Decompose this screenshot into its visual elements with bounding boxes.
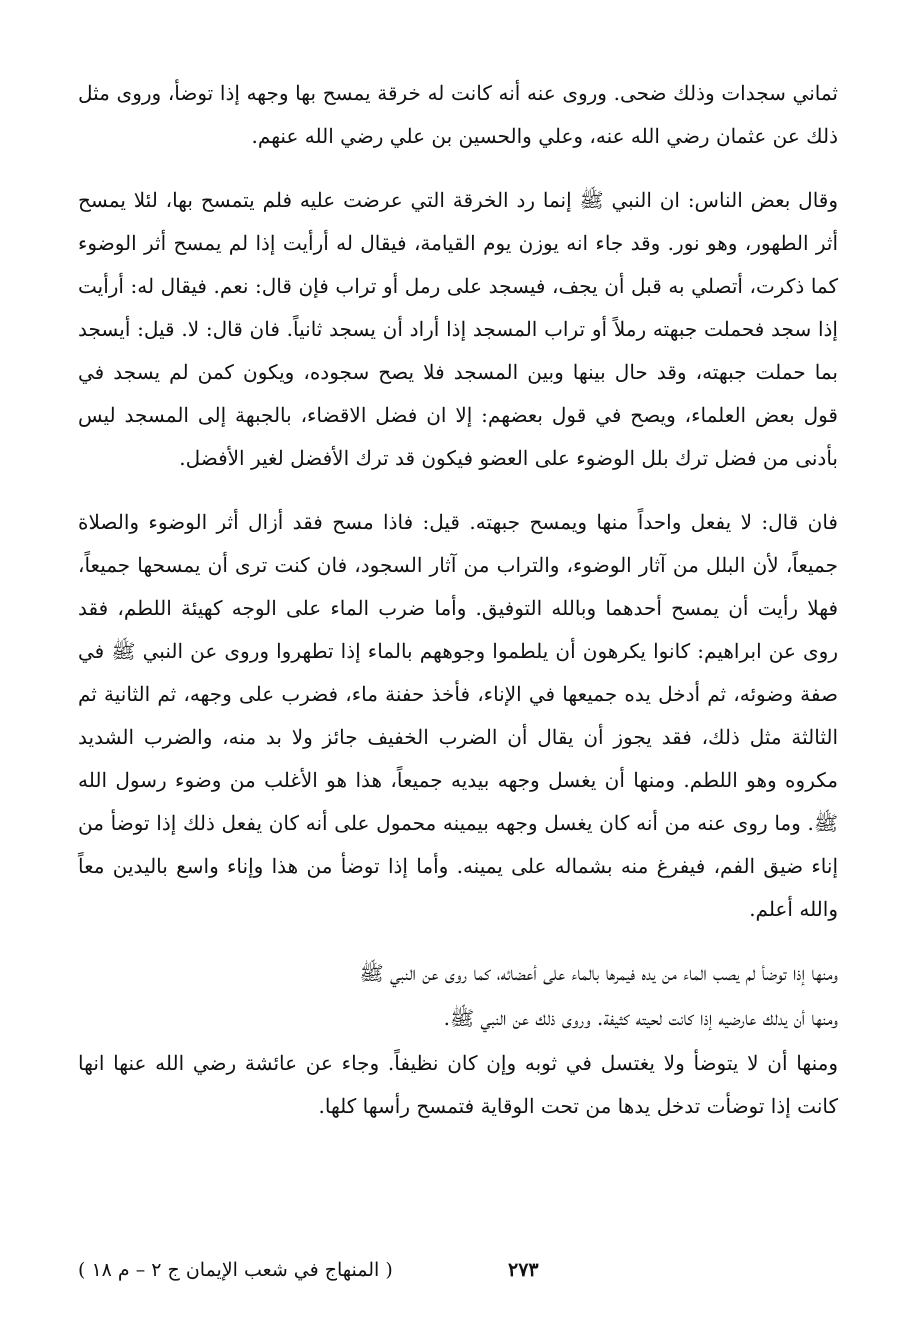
paragraph-2: وقال بعض الناس: ان النبي ﷺ إنما رد الخرقة التي عرضت عليه فلم يتمسح بها، لئلا يمسح أثر الطهور، وهو نور. وقد جاء انه يوزن يوم القيامة، فيقال له أرأيت إذا لم يمسح أثر الوضوء كما ذكرت، أتصلي به قبل أن يجف، فيسجد على رمل أو تراب فإن قال: نعم. فيقال له: أرأيت إذا سجد فحملت جبهته رملاً أو تراب المسجد إذا أراد أن يسجد ثانياً. فان قال: لا. قيل: أيسجد بما حملت جبهته، وقد حال بينها وبين المسجد فلا يصح سجوده، ويكون كمن لم يسجد في قول بعض العلماء، ويصح في قول بعضهم: إلا ان فضل الاقضاء، بالجبهة إلى المسجد ليس بأدنى من فضل ترك بلل الوضوء على العضو فيكون قد ترك الأفضل لغير الأفضل. [78, 188, 838, 470]
book-reference: ( المنهاج في شعب الإيمان ج ٢ – م ١٨ ) [78, 1259, 393, 1281]
paragraph-6: ومنها أن لا يتوضأ ولا يغتسل في ثوبه وإن كان نظيفاً. وجاء عن عائشة رضي الله عنها انها كانت إذا توضأت تدخل يدها من تحت الوقاية فتمسح رأسها كلها. [78, 1051, 838, 1118]
paragraph-4: ومنها إذا توضأ لم يصب الماء من يده فيمرها بالماء على أعضائه، كما روى عن النبي ﷺ [359, 961, 838, 985]
paragraph-1: ثماني سجدات وذلك ضحى. وروى عنه أنه كانت له خرقة يمسح بها وجهه إذا توضأ، وروى مثل ذلك عن عثمان رضي الله عنه، وعلي والحسين بن علي رضي الله عنهم. [78, 81, 838, 148]
page-number: ٢٧٣ [508, 1259, 539, 1281]
paragraph-3: فان قال: لا يفعل واحداً منها ويمسح جبهته. قيل: فاذا مسح فقد أزال أثر الوضوء والصلاة جميعاً، لأن البلل من آثار الوضوء، والتراب من آثار السجود، فان كنت ترى أن يمسحها جميعاً، فهلا رأيت أن يمسح أحدهما وبالله التوفيق. وأما ضرب الماء على الوجه كهيئة اللطم، فقد روى عن ابراهيم: كانوا يكرهون أن يلطموا وجوههم بالماء إذا تطهروا وروى عن النبي ﷺ في صفة وضوئه، ثم أدخل يده جميعها في الإناء، فأخذ حفنة ماء، فضرب على وجهه، ثم الثانية ثم الثالثة مثل ذلك، فقد يجوز أن يقال أن الضرب الخفيف جائز ولا بد منه، والضرب الشديد مكروه وهو اللطم. ومنها أن يغسل وجهه بيديه جميعاً، هذا هو الأغلب من وضوء رسول الله ﷺ. وما روى عنه من أنه كان يغسل وجهه بيمينه محمول على أنه كان يفعل ذلك إذا توضأ من إناء ضيق الفم، فيفرغ منه بشماله على يمينه. وأما إذا توضأ من هذا وإناء واسع باليدين معاً والله أعلم. [78, 510, 839, 921]
paragraph-5: ومنها أن يدلك عارضيه إذا كانت لحيته كثيفة. وروى ذلك عن النبي ﷺ. [443, 1006, 838, 1030]
page-body [78, 72, 838, 1128]
page-footer [78, 1255, 838, 1285]
